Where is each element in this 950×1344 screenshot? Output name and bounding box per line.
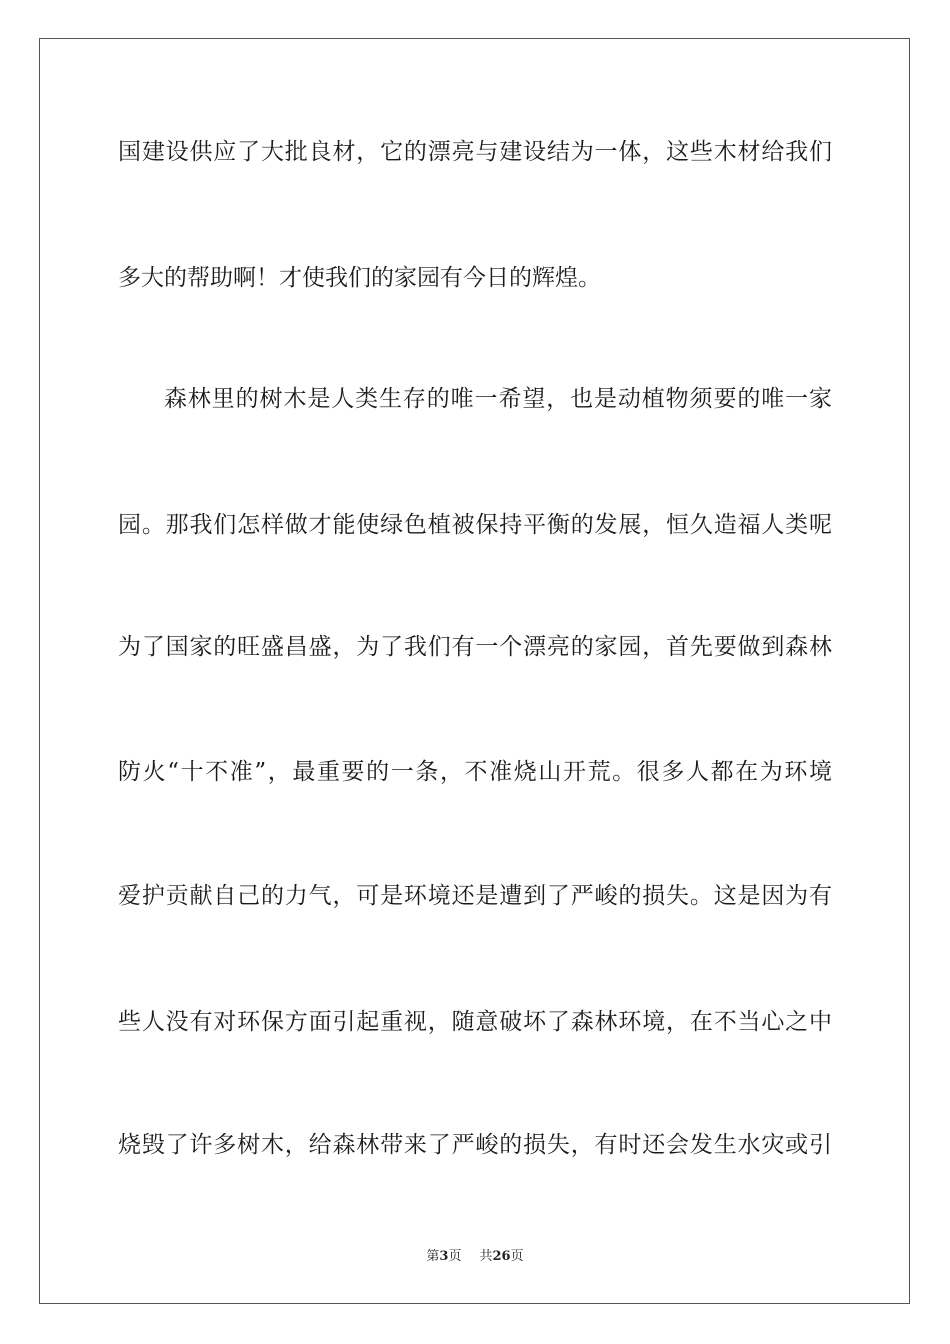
text-line-5: 为了国家的旺盛昌盛，为了我们有一个漂亮的家园，首先要做到森林 xyxy=(118,634,832,660)
page-border xyxy=(39,38,910,1304)
page-prefix: 第 xyxy=(426,1249,440,1264)
text-line-4: 园。那我们怎样做才能使绿色植被保持平衡的发展，恒久造福人类呢 xyxy=(118,512,832,538)
total-suffix: 页 xyxy=(510,1249,524,1264)
page-footer xyxy=(0,1248,950,1266)
text-line-2: 多大的帮助啊！才使我们的家园有今日的辉煌。 xyxy=(118,265,601,291)
text-line-3: 森林里的树木是人类生存的唯一希望，也是动植物须要的唯一家 xyxy=(164,386,832,412)
page-suffix: 页 xyxy=(448,1249,462,1264)
text-line-1: 国建设供应了大批良材，它的漂亮与建设结为一体，这些木材给我们 xyxy=(118,139,832,165)
text-line-8: 些人没有对环保方面引起重视，随意破坏了森林环境，在不当心之中 xyxy=(118,1009,832,1035)
total-prefix: 共 xyxy=(479,1249,493,1264)
text-line-9: 烧毁了许多树木，给森林带来了严峻的损失，有时还会发生水灾或引 xyxy=(118,1132,832,1158)
text-line-7: 爱护贡献自己的力气，可是环境还是遭到了严峻的损失。这是因为有 xyxy=(118,883,832,909)
text-line-6: 防火“十不准”，最重要的一条，不准烧山开荒。很多人都在为环境 xyxy=(118,759,832,785)
page-number: 3 xyxy=(439,1249,449,1264)
total-pages: 26 xyxy=(492,1249,511,1264)
